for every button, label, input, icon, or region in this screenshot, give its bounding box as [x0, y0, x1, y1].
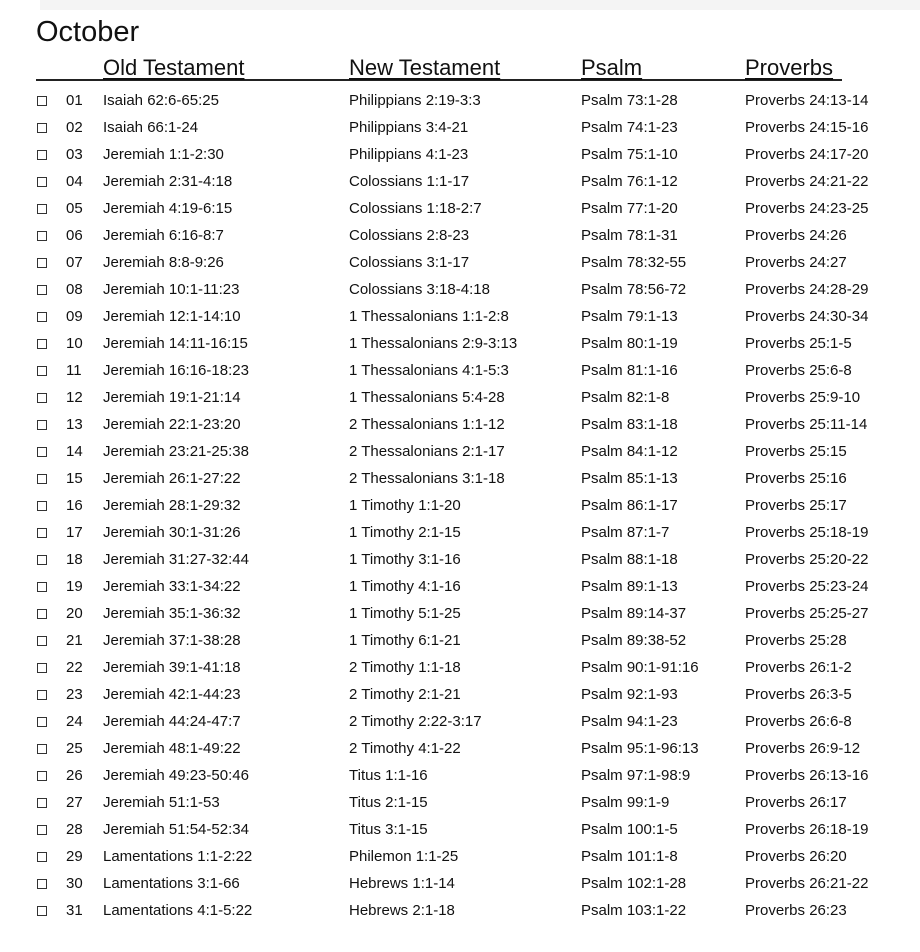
new-testament-reading: 1 Thessalonians 5:4-28 [349, 389, 505, 406]
day-number: 19 [66, 578, 83, 595]
proverbs-reading: Proverbs 25:17 [745, 497, 847, 514]
old-testament-reading: Jeremiah 12:1-14:10 [103, 308, 241, 325]
psalm-reading: Psalm 83:1-18 [581, 416, 678, 433]
psalm-reading: Psalm 73:1-28 [581, 92, 678, 109]
psalm-reading: Psalm 87:1-7 [581, 524, 670, 541]
page-top-strip [40, 0, 920, 10]
new-testament-reading: 1 Timothy 1:1-20 [349, 497, 461, 514]
reading-row [0, 411, 920, 438]
psalm-reading: Psalm 101:1-8 [581, 848, 678, 865]
old-testament-reading: Jeremiah 28:1-29:32 [103, 497, 241, 514]
completion-checkbox[interactable] [37, 582, 47, 592]
completion-checkbox[interactable] [37, 366, 47, 376]
reading-row [0, 330, 920, 357]
old-testament-reading: Jeremiah 39:1-41:18 [103, 659, 241, 676]
completion-checkbox[interactable] [37, 636, 47, 646]
day-number: 17 [66, 524, 83, 541]
psalm-reading: Psalm 95:1-96:13 [581, 740, 699, 757]
completion-checkbox[interactable] [37, 906, 47, 916]
day-number: 28 [66, 821, 83, 838]
proverbs-reading: Proverbs 24:26 [745, 227, 847, 244]
reading-row [0, 465, 920, 492]
proverbs-reading: Proverbs 25:28 [745, 632, 847, 649]
day-number: 14 [66, 443, 83, 460]
column-header-psalm: Psalm [581, 55, 643, 80]
completion-checkbox[interactable] [37, 609, 47, 619]
proverbs-reading: Proverbs 25:18-19 [745, 524, 869, 541]
old-testament-reading: Jeremiah 37:1-38:28 [103, 632, 241, 649]
reading-row [0, 789, 920, 816]
reading-row [0, 141, 920, 168]
old-testament-reading: Jeremiah 30:1-31:26 [103, 524, 241, 541]
proverbs-reading: Proverbs 25:23-24 [745, 578, 869, 595]
new-testament-reading: Titus 1:1-16 [349, 767, 428, 784]
day-number: 30 [66, 875, 83, 892]
new-testament-reading: Philemon 1:1-25 [349, 848, 459, 865]
old-testament-reading: Jeremiah 48:1-49:22 [103, 740, 241, 757]
new-testament-reading: Hebrews 1:1-14 [349, 875, 455, 892]
psalm-reading: Psalm 79:1-13 [581, 308, 678, 325]
old-testament-reading: Lamentations 1:1-2:22 [103, 848, 253, 865]
day-number: 18 [66, 551, 83, 568]
new-testament-reading: 1 Timothy 4:1-16 [349, 578, 461, 595]
completion-checkbox[interactable] [37, 123, 47, 133]
column-header-new-testament: New Testament [349, 55, 501, 80]
old-testament-reading: Jeremiah 26:1-27:22 [103, 470, 241, 487]
completion-checkbox[interactable] [37, 555, 47, 565]
new-testament-reading: Philippians 2:19-3:3 [349, 92, 481, 109]
psalm-reading: Psalm 90:1-91:16 [581, 659, 699, 676]
completion-checkbox[interactable] [37, 339, 47, 349]
completion-checkbox[interactable] [37, 474, 47, 484]
new-testament-reading: 1 Timothy 3:1-16 [349, 551, 461, 568]
old-testament-reading: Jeremiah 8:8-9:26 [103, 254, 224, 271]
new-testament-reading: Philippians 4:1-23 [349, 146, 469, 163]
reading-row [0, 546, 920, 573]
reading-row [0, 519, 920, 546]
new-testament-reading: 2 Timothy 2:1-21 [349, 686, 461, 703]
new-testament-reading: Colossians 2:8-23 [349, 227, 470, 244]
proverbs-reading: Proverbs 26:9-12 [745, 740, 861, 757]
day-number: 21 [66, 632, 83, 649]
proverbs-reading: Proverbs 25:1-5 [745, 335, 852, 352]
psalm-reading: Psalm 103:1-22 [581, 902, 687, 919]
month-title: October [36, 16, 140, 48]
new-testament-reading: 1 Thessalonians 2:9-3:13 [349, 335, 518, 352]
old-testament-reading: Jeremiah 49:23-50:46 [103, 767, 249, 784]
old-testament-reading: Jeremiah 31:27-32:44 [103, 551, 249, 568]
reading-row [0, 897, 920, 924]
completion-checkbox[interactable] [37, 825, 47, 835]
new-testament-reading: 2 Timothy 2:22-3:17 [349, 713, 482, 730]
old-testament-reading: Isaiah 66:1-24 [103, 119, 199, 136]
reading-row [0, 735, 920, 762]
completion-checkbox[interactable] [37, 312, 47, 322]
proverbs-reading: Proverbs 26:21-22 [745, 875, 869, 892]
old-testament-reading: Jeremiah 4:19-6:15 [103, 200, 233, 217]
new-testament-reading: Colossians 3:1-17 [349, 254, 470, 271]
day-number: 12 [66, 389, 83, 406]
reading-row [0, 762, 920, 789]
day-number: 22 [66, 659, 83, 676]
reading-row [0, 708, 920, 735]
day-number: 08 [66, 281, 83, 298]
proverbs-reading: Proverbs 24:15-16 [745, 119, 869, 136]
psalm-reading: Psalm 86:1-17 [581, 497, 678, 514]
completion-checkbox[interactable] [37, 447, 47, 457]
completion-checkbox[interactable] [37, 690, 47, 700]
proverbs-reading: Proverbs 26:13-16 [745, 767, 869, 784]
reading-row [0, 114, 920, 141]
new-testament-reading: 2 Thessalonians 2:1-17 [349, 443, 505, 460]
column-header-proverbs: Proverbs [745, 55, 834, 80]
new-testament-reading: Hebrews 2:1-18 [349, 902, 455, 919]
psalm-reading: Psalm 89:1-13 [581, 578, 678, 595]
old-testament-reading: Jeremiah 14:11-16:15 [103, 335, 248, 352]
completion-checkbox[interactable] [37, 879, 47, 889]
new-testament-reading: 1 Thessalonians 1:1-2:8 [349, 308, 509, 325]
psalm-reading: Psalm 92:1-93 [581, 686, 678, 703]
reading-row [0, 654, 920, 681]
psalm-reading: Psalm 78:1-31 [581, 227, 678, 244]
proverbs-reading: Proverbs 25:16 [745, 470, 847, 487]
day-number: 10 [66, 335, 83, 352]
completion-checkbox[interactable] [37, 393, 47, 403]
proverbs-reading: Proverbs 24:27 [745, 254, 847, 271]
proverbs-reading: Proverbs 24:21-22 [745, 173, 869, 190]
old-testament-reading: Jeremiah 1:1-2:30 [103, 146, 224, 163]
day-number: 20 [66, 605, 83, 622]
new-testament-reading: Colossians 1:1-17 [349, 173, 470, 190]
reading-row [0, 303, 920, 330]
reading-row [0, 492, 920, 519]
completion-checkbox[interactable] [37, 798, 47, 808]
reading-row [0, 276, 920, 303]
proverbs-reading: Proverbs 26:18-19 [745, 821, 869, 838]
new-testament-reading: Titus 3:1-15 [349, 821, 428, 838]
reading-row [0, 195, 920, 222]
psalm-reading: Psalm 76:1-12 [581, 173, 678, 190]
psalm-reading: Psalm 78:32-55 [581, 254, 687, 271]
proverbs-reading: Proverbs 25:6-8 [745, 362, 852, 379]
day-number: 03 [66, 146, 83, 163]
completion-checkbox[interactable] [37, 150, 47, 160]
reading-row [0, 816, 920, 843]
psalm-reading: Psalm 102:1-28 [581, 875, 687, 892]
old-testament-reading: Jeremiah 42:1-44:23 [103, 686, 241, 703]
proverbs-reading: Proverbs 25:20-22 [745, 551, 869, 568]
psalm-reading: Psalm 77:1-20 [581, 200, 678, 217]
day-number: 24 [66, 713, 83, 730]
completion-checkbox[interactable] [37, 96, 47, 106]
proverbs-reading: Proverbs 26:6-8 [745, 713, 852, 730]
psalm-reading: Psalm 97:1-98:9 [581, 767, 691, 784]
completion-checkbox[interactable] [37, 771, 47, 781]
day-number: 09 [66, 308, 83, 325]
psalm-reading: Psalm 100:1-5 [581, 821, 678, 838]
proverbs-reading: Proverbs 26:3-5 [745, 686, 852, 703]
proverbs-reading: Proverbs 25:9-10 [745, 389, 861, 406]
day-number: 15 [66, 470, 83, 487]
proverbs-reading: Proverbs 26:1-2 [745, 659, 852, 676]
reading-row [0, 843, 920, 870]
day-number: 27 [66, 794, 83, 811]
day-number: 05 [66, 200, 83, 217]
old-testament-reading: Jeremiah 33:1-34:22 [103, 578, 241, 595]
old-testament-reading: Jeremiah 44:24-47:7 [103, 713, 241, 730]
old-testament-reading: Jeremiah 23:21-25:38 [103, 443, 249, 460]
reading-row [0, 357, 920, 384]
proverbs-reading: Proverbs 24:28-29 [745, 281, 869, 298]
proverbs-reading: Proverbs 24:30-34 [745, 308, 869, 325]
reading-row [0, 384, 920, 411]
day-number: 29 [66, 848, 83, 865]
psalm-reading: Psalm 78:56-72 [581, 281, 687, 298]
old-testament-reading: Jeremiah 10:1-11:23 [103, 281, 240, 298]
psalm-reading: Psalm 81:1-16 [581, 362, 678, 379]
reading-row [0, 870, 920, 897]
old-testament-reading: Jeremiah 51:1-53 [103, 794, 220, 811]
new-testament-reading: 1 Timothy 5:1-25 [349, 605, 461, 622]
old-testament-reading: Lamentations 3:1-66 [103, 875, 240, 892]
old-testament-reading: Lamentations 4:1-5:22 [103, 902, 253, 919]
column-header-old-testament: Old Testament [103, 55, 245, 80]
day-number: 02 [66, 119, 83, 136]
psalm-reading: Psalm 99:1-9 [581, 794, 670, 811]
psalm-reading: Psalm 89:14-37 [581, 605, 687, 622]
new-testament-reading: Philippians 3:4-21 [349, 119, 469, 136]
completion-checkbox[interactable] [37, 501, 47, 511]
psalm-reading: Psalm 75:1-10 [581, 146, 678, 163]
psalm-reading: Psalm 84:1-12 [581, 443, 678, 460]
reading-row [0, 681, 920, 708]
psalm-reading: Psalm 82:1-8 [581, 389, 670, 406]
old-testament-reading: Jeremiah 16:16-18:23 [103, 362, 249, 379]
completion-checkbox[interactable] [37, 744, 47, 754]
proverbs-reading: Proverbs 25:15 [745, 443, 847, 460]
completion-checkbox[interactable] [37, 231, 47, 241]
new-testament-reading: Colossians 3:18-4:18 [349, 281, 490, 298]
psalm-reading: Psalm 94:1-23 [581, 713, 678, 730]
day-number: 23 [66, 686, 83, 703]
psalm-reading: Psalm 89:38-52 [581, 632, 687, 649]
new-testament-reading: 2 Timothy 4:1-22 [349, 740, 461, 757]
proverbs-reading: Proverbs 26:23 [745, 902, 847, 919]
old-testament-reading: Jeremiah 51:54-52:34 [103, 821, 249, 838]
new-testament-reading: 2 Thessalonians 3:1-18 [349, 470, 505, 487]
day-number: 06 [66, 227, 83, 244]
completion-checkbox[interactable] [37, 285, 47, 295]
day-number: 11 [66, 362, 82, 379]
psalm-reading: Psalm 80:1-19 [581, 335, 678, 352]
completion-checkbox[interactable] [37, 717, 47, 727]
proverbs-reading: Proverbs 24:23-25 [745, 200, 869, 217]
new-testament-reading: 1 Timothy 2:1-15 [349, 524, 461, 541]
new-testament-reading: 2 Timothy 1:1-18 [349, 659, 461, 676]
proverbs-reading: Proverbs 26:20 [745, 848, 847, 865]
reading-row [0, 627, 920, 654]
completion-checkbox[interactable] [37, 204, 47, 214]
day-number: 07 [66, 254, 83, 271]
day-number: 13 [66, 416, 83, 433]
old-testament-reading: Jeremiah 2:31-4:18 [103, 173, 233, 190]
old-testament-reading: Jeremiah 6:16-8:7 [103, 227, 224, 244]
completion-checkbox[interactable] [37, 177, 47, 187]
new-testament-reading: 1 Timothy 6:1-21 [349, 632, 461, 649]
psalm-reading: Psalm 88:1-18 [581, 551, 678, 568]
new-testament-reading: 1 Thessalonians 4:1-5:3 [349, 362, 509, 379]
new-testament-reading: Colossians 1:18-2:7 [349, 200, 482, 217]
old-testament-reading: Jeremiah 35:1-36:32 [103, 605, 241, 622]
new-testament-reading: 2 Thessalonians 1:1-12 [349, 416, 505, 433]
proverbs-reading: Proverbs 25:11-14 [745, 416, 868, 433]
psalm-reading: Psalm 85:1-13 [581, 470, 678, 487]
old-testament-reading: Jeremiah 19:1-21:14 [103, 389, 241, 406]
reading-row [0, 87, 920, 114]
completion-checkbox[interactable] [37, 852, 47, 862]
reading-row [0, 600, 920, 627]
reading-row [0, 168, 920, 195]
reading-row [0, 438, 920, 465]
reading-list [0, 87, 920, 924]
proverbs-reading: Proverbs 25:25-27 [745, 605, 869, 622]
completion-checkbox[interactable] [37, 663, 47, 673]
day-number: 31 [66, 902, 83, 919]
proverbs-reading: Proverbs 24:17-20 [745, 146, 869, 163]
completion-checkbox[interactable] [37, 528, 47, 538]
reading-row [0, 222, 920, 249]
psalm-reading: Psalm 74:1-23 [581, 119, 678, 136]
day-number: 25 [66, 740, 83, 757]
completion-checkbox[interactable] [37, 420, 47, 430]
old-testament-reading: Isaiah 62:6-65:25 [103, 92, 219, 109]
completion-checkbox[interactable] [37, 258, 47, 268]
proverbs-reading: Proverbs 24:13-14 [745, 92, 869, 109]
day-number: 04 [66, 173, 83, 190]
column-header-row [36, 55, 842, 81]
reading-row [0, 249, 920, 276]
old-testament-reading: Jeremiah 22:1-23:20 [103, 416, 241, 433]
day-number: 01 [66, 92, 83, 109]
proverbs-reading: Proverbs 26:17 [745, 794, 847, 811]
reading-row [0, 573, 920, 600]
day-number: 16 [66, 497, 83, 514]
day-number: 26 [66, 767, 83, 784]
new-testament-reading: Titus 2:1-15 [349, 794, 428, 811]
